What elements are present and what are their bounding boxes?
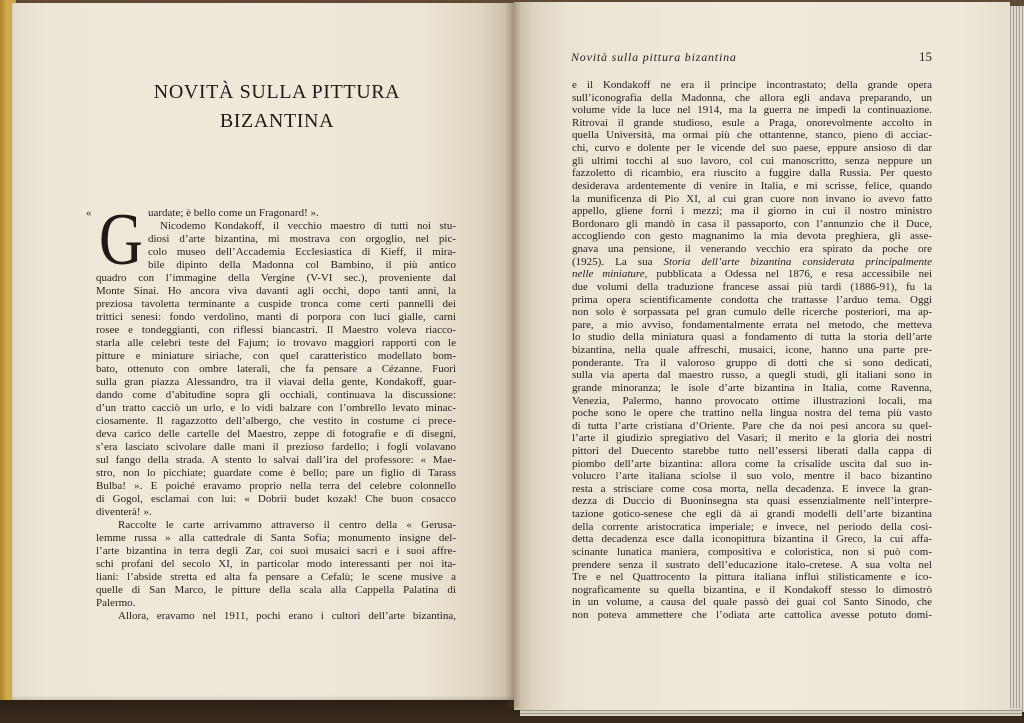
text-line	[96, 415, 456, 428]
line-text: d’un tratto cacciò un urlo, e lo vidi balzare con l’ombrello levato minac-	[96, 402, 456, 414]
line-text: quadro con l’immagine della Vergine (V-VI sec.), proveniente dal	[96, 272, 456, 284]
text-line	[96, 402, 456, 415]
line-text: Ritrovai il grande studioso, esule a Praga, onorevolmente accolto in	[572, 116, 932, 129]
line-segment: , pubblicata a Odessa nel 1876, e resa accessibile nei	[644, 268, 933, 281]
line-text: ciosamente. Il ragazzotto dell’albergo, che vestito in costume ci prece-	[96, 415, 456, 427]
text-line	[572, 205, 932, 218]
text-line	[148, 246, 456, 259]
text-line	[572, 571, 932, 584]
line-text: Nicodemo Kondakoff, il vecchio maestro di tutti noi stu-	[160, 220, 456, 232]
line-text: in un volume, a causa del quale passò dei guai col Santo Sinodo, che	[572, 596, 932, 609]
text-line	[572, 432, 932, 445]
text-line	[96, 376, 456, 389]
text-line	[572, 281, 932, 294]
text-line	[572, 331, 932, 344]
chapter-title-line-2: BIZANTINA	[219, 110, 335, 132]
page-edges-right	[1008, 6, 1024, 712]
text-line	[572, 344, 932, 357]
text-line	[96, 493, 456, 506]
text-line	[96, 337, 456, 350]
line-text: trittici senesi: fondo verdolino, manti di porpora con luci gialle, carni	[96, 311, 456, 323]
line-text: nograficamente su quella bizantina, e il Kondakoff stesso lo dimostrò	[572, 583, 932, 596]
line-text: diosi d’arte bizantina, mi mostrava con orgoglio, nel pic-	[148, 233, 456, 245]
line-text: volucro l’arte italiana sciolse il suo volo, mentre il baco bizantino	[572, 470, 932, 483]
line-text: colo museo dell’Accademia Ecclesiastica di Kieff, il mira-	[148, 246, 456, 258]
line-text: sulla via aperta dal maestro russo, a quegli studi, gli italiani sono in	[572, 369, 932, 382]
text-line	[572, 357, 932, 370]
line-text: grande minoranza; le isole d’arte bizantina in Italia, come Ravenna,	[572, 381, 932, 394]
text-line	[572, 584, 932, 597]
italic-book-title: nelle miniature	[572, 268, 645, 281]
chapter-title-line-1: NOVITÀ SULLA PITTURA	[153, 81, 401, 103]
text-line	[572, 508, 932, 521]
line-text: desiderava ardentemente di venire in Italia, e mi scrisse, felice, quando	[572, 179, 932, 192]
text-line	[572, 407, 932, 420]
text-line	[572, 167, 932, 180]
line-text: quelle di San Marco, le pitture della scala alla Cappella Palatina di	[96, 584, 456, 596]
text-line	[96, 467, 456, 480]
text-line	[96, 350, 456, 363]
drop-cap: G	[99, 199, 143, 281]
line-text: scinante lunatica maniera, compositiva e coloristica, non si può com-	[572, 545, 932, 558]
text-line	[572, 559, 932, 572]
text-line	[572, 243, 932, 256]
line-text: liani: l’abside stretta ed alta fa pensare a Cefalù; le scene musive a	[96, 571, 456, 583]
text-line	[96, 558, 456, 571]
line-text: della corrente aristocratica imperiale; e invece, nel periodo della così-	[572, 520, 932, 533]
line-text: appello, gliene fornì i mezzi; ma il giorno in cui il nostro ministro	[572, 205, 932, 218]
text-line	[96, 298, 456, 311]
text-line	[118, 519, 456, 532]
text-line	[572, 218, 932, 231]
text-line	[148, 259, 456, 272]
line-text: prima opera scientificamente condotta che trattasse l’arduo tema. Oggi	[572, 293, 932, 306]
line-text	[572, 268, 932, 280]
line-text: e il Kondakoff ne era il principe incontrastato; della grande opera	[572, 79, 932, 91]
gutter	[506, 2, 520, 708]
line-text: di Gogol, esclamai con lui: « Dobrii budet kozak! Che buon cosacco	[96, 493, 456, 505]
line-text: bato, ottenuto con ombre laterali, che fa pensare a Cézanne. Fuori	[96, 363, 456, 375]
text-line	[572, 319, 932, 332]
text-line	[96, 532, 456, 545]
line-text: di tutta l’arte cristiana d’Oriente. Pare che da noi pesi ancora su quel-	[572, 419, 932, 432]
text-line	[96, 272, 456, 285]
text-line	[96, 389, 456, 402]
text-line	[572, 420, 932, 433]
line-text: Tre e nel Quattrocento la pittura italiana influì stilisticamente e ico-	[572, 571, 932, 584]
line-text: deva carico delle cartelle del Maestro, zeppe di fotografie e di disegni,	[96, 428, 456, 440]
line-text: gli ultimi tocchi al suo lavoro, col cui manoscritto, senza neppure un	[572, 154, 932, 167]
text-line	[96, 584, 456, 597]
line-text: s’era lasciato scivolare dalle mani il prezioso fardello; i fogli volavano	[96, 441, 456, 453]
running-head: Novità sulla pittura bizantina	[571, 50, 737, 64]
text-line	[572, 79, 932, 92]
line-text: la munificenza di Pio XI, al cui gran cuore non invano io avevo fatto	[572, 192, 932, 205]
text-line	[96, 441, 456, 454]
line-text: diventerà! ».	[96, 506, 152, 518]
text-line	[160, 220, 456, 233]
line-text: dando come d’abitudine sopra gli occhiali, continuava la discussione:	[96, 389, 456, 401]
line-text: Monte Sinai. Ho ancora viva davanti agli occhi, dopo tanti anni, la	[96, 285, 456, 297]
line-text: due volumi della traduzione francese assai più tardi (1886-91), fu la	[572, 280, 932, 293]
text-line	[572, 180, 932, 193]
line-text: Venezia, Palermo, hanno provocato ottime illustrazioni locali, ma	[572, 394, 932, 407]
text-line	[96, 363, 456, 376]
line-text: bile dipinto della Madonna col Bambino, il più antico	[148, 259, 456, 271]
text-line	[96, 311, 456, 324]
line-text: l’arte il giudizio spregiativo del Vasari; il merito e la gloria dei nostri	[572, 432, 932, 445]
line-text: uardate; è bello come un Fragonard! ».	[148, 207, 319, 219]
line-text: resta a strisciare come cosa morta, nella decadenza. E invece la gran-	[572, 482, 932, 495]
text-line	[572, 92, 932, 105]
line-text: tazione gotico-senese che egli dà ai grandi modelli dell’arte bizantina	[572, 508, 932, 521]
text-line	[572, 458, 932, 471]
text-line	[96, 285, 456, 298]
line-text: ponderante. Tra il valoroso gruppo di dotti che si sono dedicati,	[572, 356, 932, 369]
text-line	[572, 483, 932, 496]
text-line	[572, 382, 932, 395]
line-text: detta decadenza esce dalla iconopittura bizantina il Greco, la cui affa-	[572, 533, 932, 546]
text-line	[572, 470, 932, 483]
text-line	[96, 571, 456, 584]
line-text: Palermo.	[96, 597, 136, 609]
line-text: pittori del Duecento starebbe tutto nell’essersi liberati dalla cappa di	[572, 444, 932, 457]
text-line	[572, 533, 932, 546]
line-text: preziosa tavoletta terminante a cuspide tronca come certi pannelli dei	[96, 298, 456, 310]
line-text: sul fango della strada. A stento lo salvai dall’ira del professore: « Mae-	[96, 454, 456, 466]
text-line	[96, 324, 456, 337]
line-text: non solo è sorpassata pel gran cumulo delle ricerche posteriori, ma ap-	[572, 306, 932, 319]
line-text: piombo dell’arte bizantina: allora come la crisalide uscita dal suo in-	[572, 457, 932, 470]
line-text: prendere senza il sustrato dell’educazione italo-cretese. A sua volta nel	[572, 558, 932, 571]
line-text	[572, 256, 932, 268]
italic-book-title: Storia dell’arte bizantina considerata principalmente	[663, 255, 932, 268]
text-line	[572, 129, 932, 142]
text-line	[572, 306, 932, 319]
line-text: l’arte bizantina in terra degli Zar, coi suoi musaici sacri e i suoi affre-	[96, 545, 456, 557]
line-text: lo studio della miniatura quasi a fondamento di tutta la storia dell’arte	[572, 331, 932, 344]
line-text: schi profani del secolo XI, in particolar modo interessanti per noi ita-	[96, 558, 456, 570]
opening-quote: «	[86, 207, 92, 219]
text-line	[572, 369, 932, 382]
line-text: dezza di Duccio di Buoninsegna sta quasi essenzialmente nell’interpre-	[572, 495, 932, 508]
line-text: volume vide la luce nel 1914, ma la guerra ne impedì la continuazione.	[572, 104, 932, 117]
line-text: quella Università, ma ormai più che ottantenne, stanco, pieno di acciac-	[572, 129, 932, 142]
line-text: Allora, eravamo nel 1911, pochi erano i cultori dell’arte bizantina,	[118, 610, 456, 622]
text-line	[572, 155, 932, 168]
text-line	[96, 428, 456, 441]
line-text: starla alle celebri teste del Fajum; io trovavo maggiori rapporti con le	[96, 337, 456, 349]
line-text: pitture e miniature siriache, con quel caratteristico modellato bom-	[96, 350, 456, 362]
line-text: lemme russa » alla cattedrale di Santa Sofia; monumento insigne del-	[96, 532, 456, 544]
text-line	[148, 207, 456, 220]
line-text: stro, non lo picchiate; guardate come è bello; pare un figlio di Tarass	[96, 467, 456, 479]
line-text: rosee e tondeggianti, con riflessi biancastri. Il Maestro voleva riacco-	[96, 324, 456, 336]
text-line	[96, 454, 456, 467]
line-text: non poteva ammettere che l’odiata arte cattolica avesse potuto domi-	[572, 609, 932, 622]
line-text: sull’iconografia della Madonna, che allora egli andava preparando, un	[572, 91, 932, 104]
text-line	[96, 545, 456, 558]
line-text: Bordonaro gli mandò in casa il passaporto, con l’annunzio che il Duce,	[572, 217, 932, 230]
text-line	[572, 546, 932, 559]
line-text: sulla gran piazza Alessandro, tra il viavai della gente, Kondakoff, guar-	[96, 376, 456, 388]
text-line	[572, 521, 932, 534]
text-line	[572, 609, 932, 622]
line-text: gnava una pensione, il venerando vecchio era spirato da poche ore	[572, 243, 932, 256]
text-line	[572, 596, 932, 609]
page-number: 15	[919, 49, 932, 64]
text-line	[572, 294, 932, 307]
text-line	[96, 506, 456, 519]
line-text: Raccolte le carte arrivammo attraverso il centro della « Gerusa-	[118, 519, 456, 531]
line-text: accogliendo con gesto magnanimo la mia devota preghiera, gli asse-	[572, 230, 932, 243]
text-line	[148, 233, 456, 246]
text-line	[572, 117, 932, 130]
line-text: bizantina, nella quale affreschi, musaici, icone, hanno una parte pre-	[572, 344, 932, 357]
text-line	[572, 445, 932, 458]
text-line	[572, 495, 932, 508]
line-text: Bulba! ». E poiché eravamo proprio nella terra del celebre colonnello	[96, 480, 456, 492]
text-line	[572, 193, 932, 206]
text-line	[572, 142, 932, 155]
text-line	[118, 610, 456, 623]
line-text: chi, curvo e dolente per le vicende del suo paese, eppure ansioso di dar	[572, 142, 932, 155]
text-line	[96, 597, 456, 610]
line-text: poche sono le opere che trattino nella lingua nostra del tema più vasto	[572, 407, 932, 420]
line-text: pare, a mio avviso, fondamentalmente errata nel metodo, che metteva	[572, 318, 932, 331]
line-text: fazzoletto di ricambio, era riuscito a fuggire dalla Russia. Per questo	[572, 167, 932, 180]
text-line	[572, 256, 932, 269]
text-line	[572, 230, 932, 243]
text-line	[572, 268, 932, 281]
text-line	[572, 104, 932, 117]
text-line	[96, 480, 456, 493]
text-line	[572, 395, 932, 408]
line-segment: (1925). La sua	[572, 255, 664, 268]
